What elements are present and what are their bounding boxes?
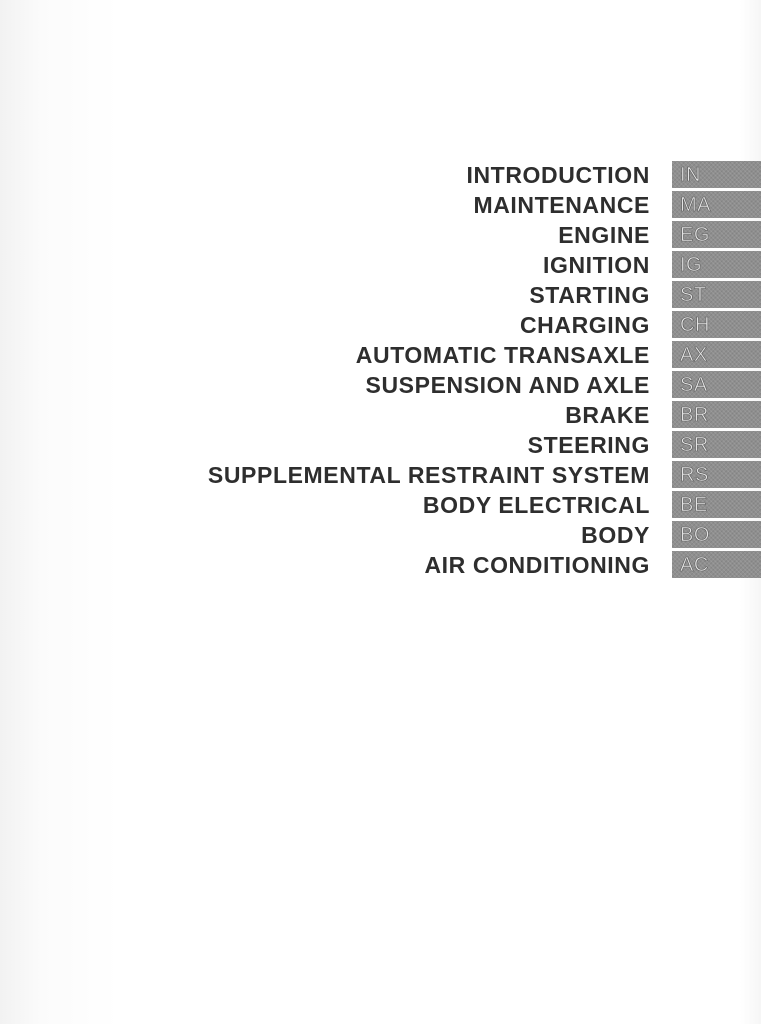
toc-row-body-electrical[interactable] xyxy=(0,490,761,520)
section-code: EG xyxy=(680,224,710,246)
section-tab[interactable] xyxy=(672,281,761,308)
section-code: AC xyxy=(680,554,709,576)
toc-row-engine[interactable] xyxy=(0,220,761,250)
section-tab[interactable] xyxy=(672,521,761,548)
section-tab[interactable] xyxy=(672,221,761,248)
toc-row-suspension-and-axle[interactable] xyxy=(0,370,761,400)
section-tab[interactable] xyxy=(672,161,761,188)
section-tab[interactable] xyxy=(672,191,761,218)
toc-row-air-conditioning[interactable] xyxy=(0,550,761,580)
toc-title: AUTOMATIC TRANSAXLE xyxy=(355,342,650,368)
toc-row-body[interactable] xyxy=(0,520,761,550)
toc-title: IGNITION xyxy=(542,252,650,278)
table-of-contents xyxy=(0,160,761,580)
toc-row-supplemental-restraint-system[interactable] xyxy=(0,460,761,490)
section-code: SR xyxy=(680,434,709,456)
toc-title: STARTING xyxy=(529,282,650,308)
toc-title: BRAKE xyxy=(565,402,650,428)
section-code: IG xyxy=(680,254,703,276)
toc-row-steering[interactable] xyxy=(0,430,761,460)
toc-title: INTRODUCTION xyxy=(466,162,650,188)
section-tab[interactable] xyxy=(672,551,761,578)
section-code: MA xyxy=(680,194,711,216)
section-tab[interactable] xyxy=(672,431,761,458)
section-code: BO xyxy=(680,524,710,546)
section-tab[interactable] xyxy=(672,401,761,428)
toc-row-ignition[interactable] xyxy=(0,250,761,280)
toc-title: AIR CONDITIONING xyxy=(424,552,650,578)
toc-row-charging[interactable] xyxy=(0,310,761,340)
section-code: CH xyxy=(680,314,710,336)
section-code: RS xyxy=(680,464,709,486)
section-tab[interactable] xyxy=(672,341,761,368)
section-code: SA xyxy=(680,374,708,396)
toc-row-starting[interactable] xyxy=(0,280,761,310)
section-tab[interactable] xyxy=(672,251,761,278)
toc-title: ENGINE xyxy=(558,222,650,248)
toc-title: MAINTENANCE xyxy=(473,192,650,218)
section-code: IN xyxy=(680,164,701,186)
toc-title: STEERING xyxy=(527,432,650,458)
section-tab[interactable] xyxy=(672,311,761,338)
section-code: BR xyxy=(680,404,709,426)
section-tab[interactable] xyxy=(672,491,761,518)
toc-row-maintenance[interactable] xyxy=(0,190,761,220)
section-tab[interactable] xyxy=(672,371,761,398)
toc-row-introduction[interactable] xyxy=(0,160,761,190)
toc-title: BODY xyxy=(581,522,650,548)
toc-title: SUPPLEMENTAL RESTRAINT SYSTEM xyxy=(207,462,650,488)
toc-row-automatic-transaxle[interactable] xyxy=(0,340,761,370)
toc-title: CHARGING xyxy=(519,312,650,338)
section-code: ST xyxy=(680,284,707,306)
toc-title: SUSPENSION AND AXLE xyxy=(365,372,650,398)
toc-title: BODY ELECTRICAL xyxy=(422,492,650,518)
section-tab[interactable] xyxy=(672,461,761,488)
section-code: BE xyxy=(680,494,708,516)
section-code: AX xyxy=(680,344,708,366)
toc-row-brake[interactable] xyxy=(0,400,761,430)
